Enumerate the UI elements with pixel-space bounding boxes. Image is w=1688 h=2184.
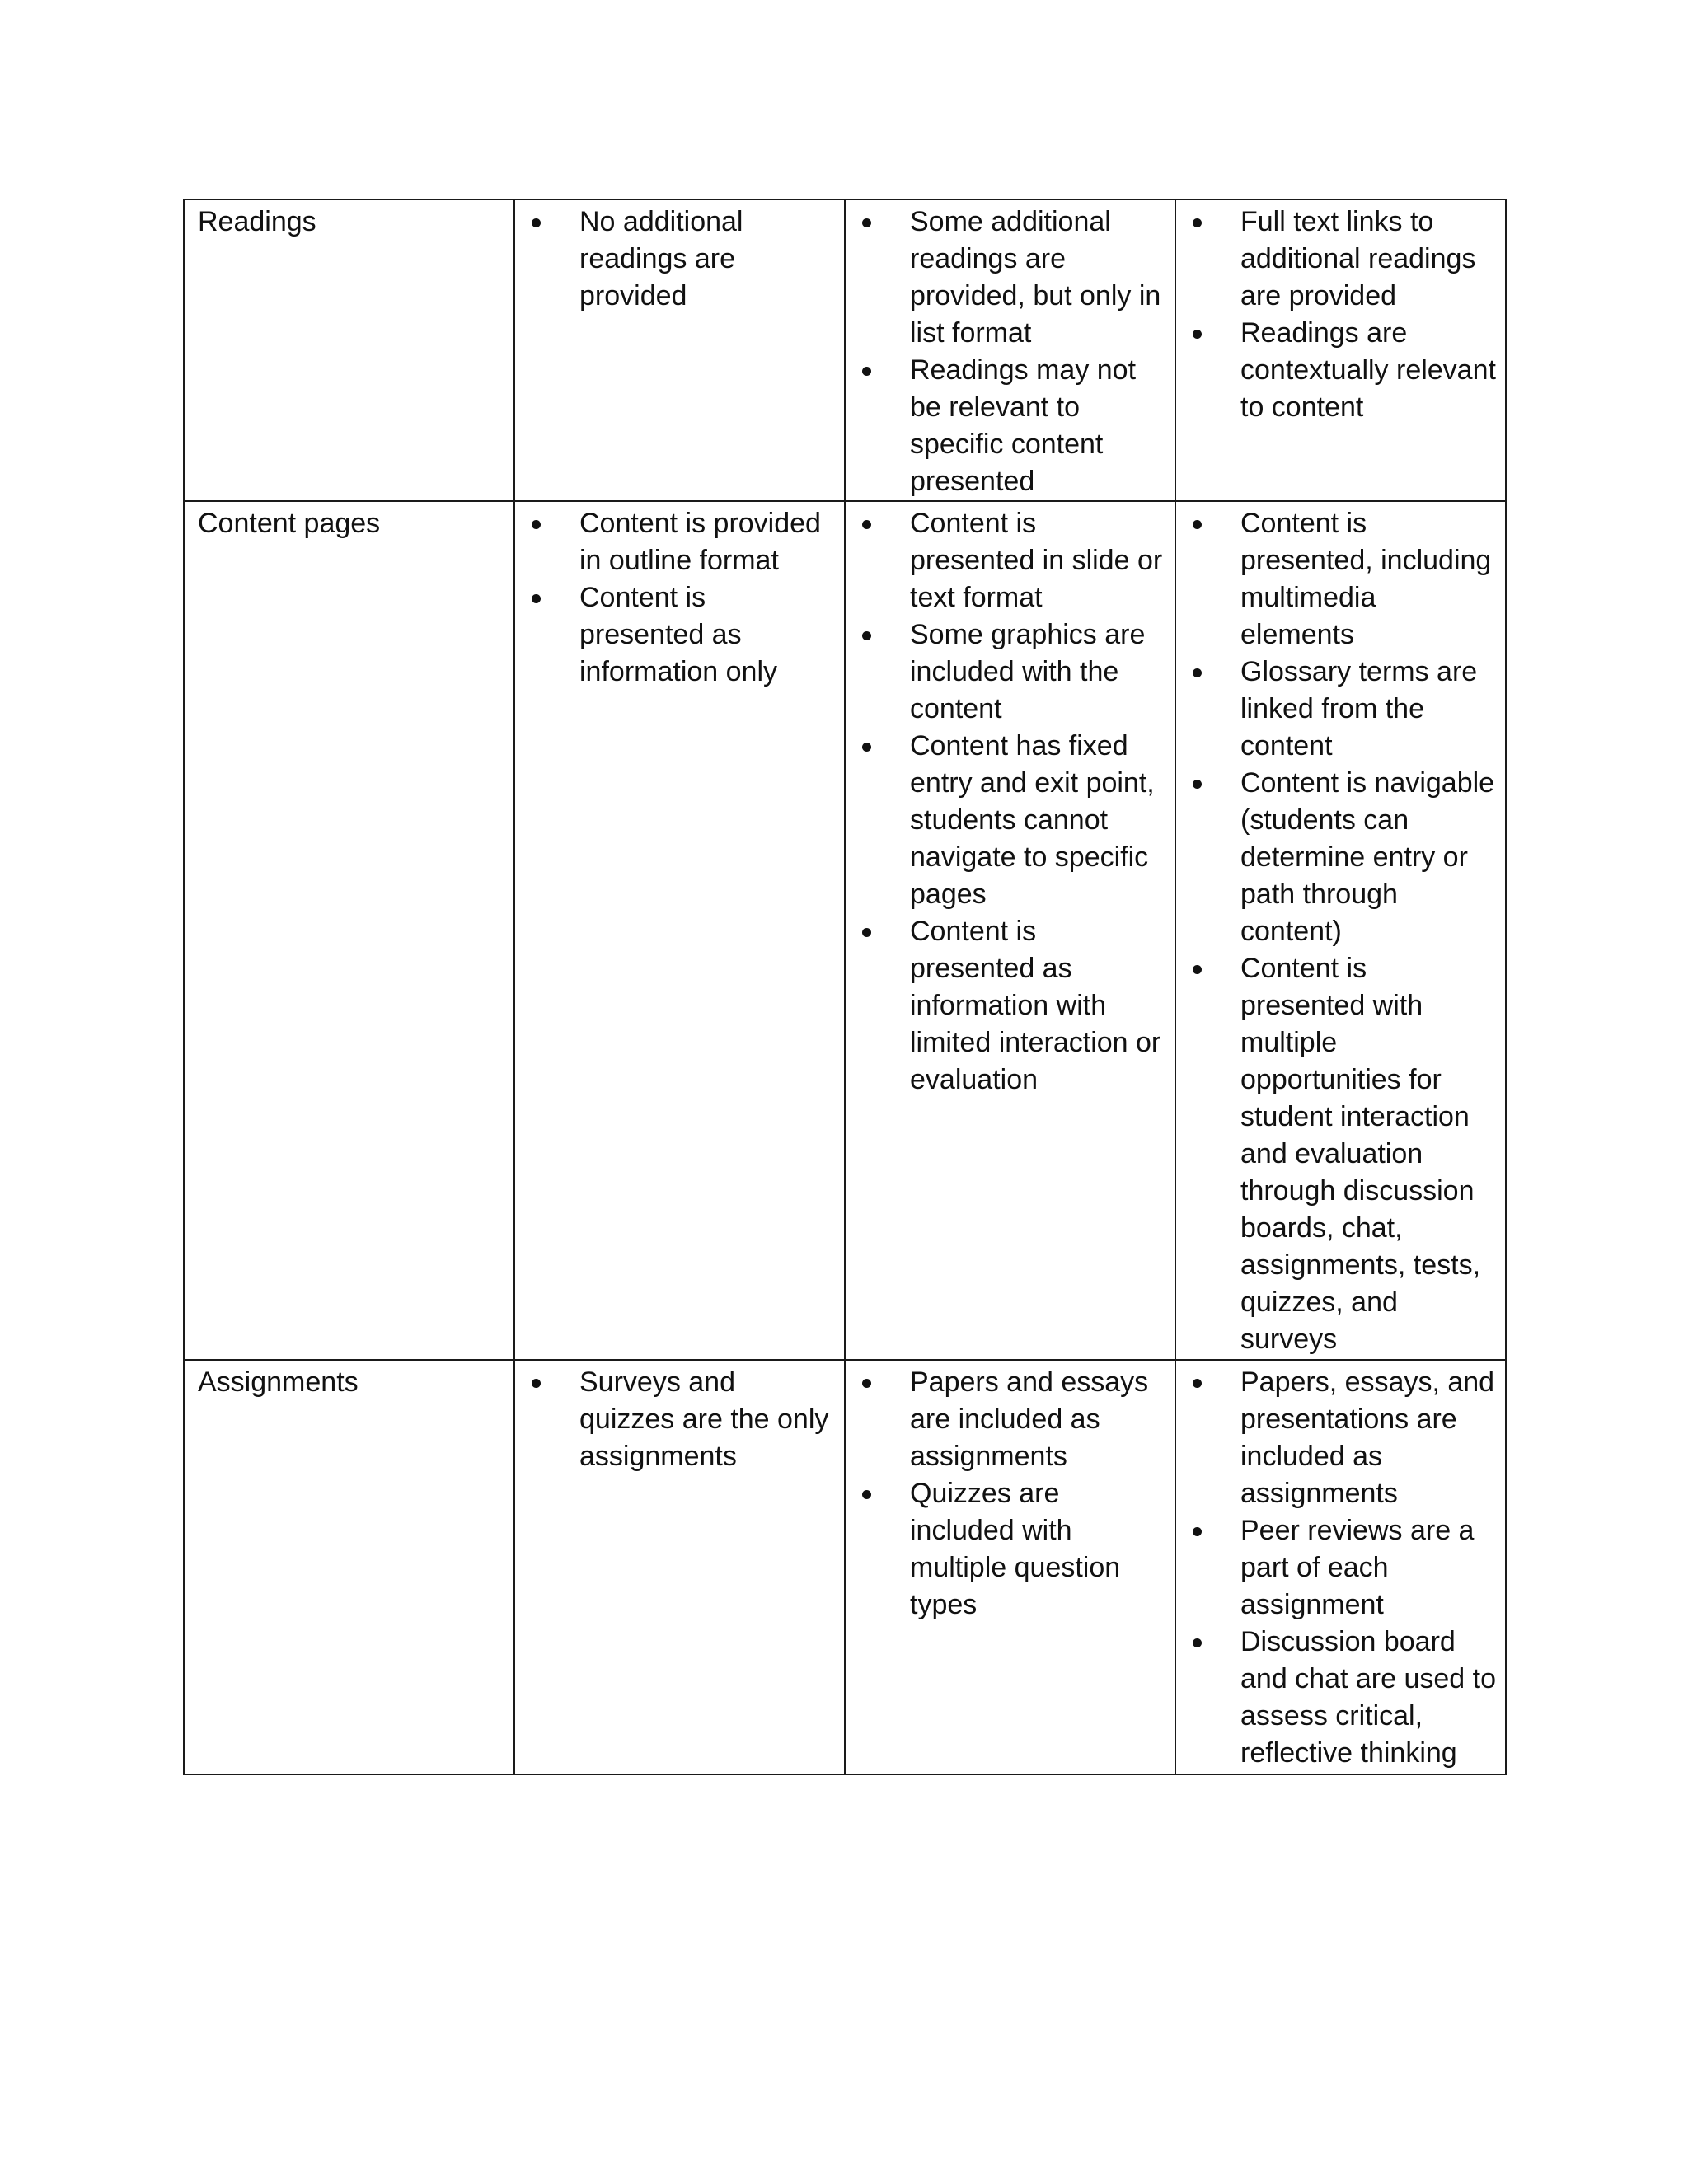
criterion-cell	[184, 1360, 514, 1774]
bullet-item: Content is navigable (students can determine entry or path through content)	[1189, 765, 1497, 950]
bullet-item: Content is presented as information with limited interaction or evaluation	[859, 913, 1166, 1099]
bullet-list	[859, 204, 1166, 500]
bullet-item: Content is presented with multiple opportunities for student interaction and evaluation through discussion boards, chat, assignments, tests, quizzes, and surveys	[1189, 950, 1497, 1358]
level-cell-1	[514, 199, 845, 501]
rubric-row-assignments	[184, 1360, 1506, 1774]
criterion-label: Content pages	[198, 508, 381, 539]
bullet-list	[528, 1364, 836, 1475]
bullet-item: Glossary terms are linked from the content	[1189, 654, 1497, 765]
level-cell-2	[845, 1360, 1175, 1774]
bullet-item: Full text links to additional readings are provided	[1189, 204, 1497, 315]
criterion-label: Assignments	[198, 1366, 359, 1398]
bullet-item: Quizzes are included with multiple question types	[859, 1475, 1166, 1624]
bullet-list	[1189, 505, 1497, 1358]
rubric-row-readings	[184, 199, 1506, 501]
bullet-item: Some additional readings are provided, but only in list format	[859, 204, 1166, 352]
bullet-item: Papers, essays, and presentations are included as assignments	[1189, 1364, 1497, 1512]
bullet-item: Discussion board and chat are used to assess critical, reflective thinking	[1189, 1624, 1497, 1772]
bullet-item: Content is presented as information only	[528, 579, 836, 691]
bullet-list	[1189, 204, 1497, 426]
bullet-list	[528, 505, 836, 691]
level-cell-2	[845, 199, 1175, 501]
rubric-table	[183, 199, 1507, 1775]
level-cell-3	[1175, 1360, 1506, 1774]
bullet-item: Content is presented in slide or text format	[859, 505, 1166, 616]
bullet-list	[859, 505, 1166, 1099]
criterion-cell	[184, 501, 514, 1360]
criterion-cell	[184, 199, 514, 501]
criterion-label: Readings	[198, 206, 316, 237]
bullet-item: Readings are contextually relevant to content	[1189, 315, 1497, 426]
level-cell-2	[845, 501, 1175, 1360]
bullet-item: No additional readings are provided	[528, 204, 836, 315]
bullet-list	[1189, 1364, 1497, 1772]
bullet-item: Content is provided in outline format	[528, 505, 836, 579]
bullet-list	[859, 1364, 1166, 1624]
bullet-list	[528, 204, 836, 315]
bullet-item: Surveys and quizzes are the only assignments	[528, 1364, 836, 1475]
bullet-item: Peer reviews are a part of each assignment	[1189, 1512, 1497, 1624]
rubric-row-content-pages	[184, 501, 1506, 1360]
level-cell-3	[1175, 501, 1506, 1360]
bullet-item: Content has fixed entry and exit point, students cannot navigate to specific pages	[859, 728, 1166, 913]
level-cell-1	[514, 1360, 845, 1774]
bullet-item: Some graphics are included with the content	[859, 616, 1166, 728]
level-cell-3	[1175, 199, 1506, 501]
level-cell-1	[514, 501, 845, 1360]
bullet-item: Readings may not be relevant to specific content presented	[859, 352, 1166, 500]
bullet-item: Content is presented, including multimedia elements	[1189, 505, 1497, 654]
bullet-item: Papers and essays are included as assignments	[859, 1364, 1166, 1475]
